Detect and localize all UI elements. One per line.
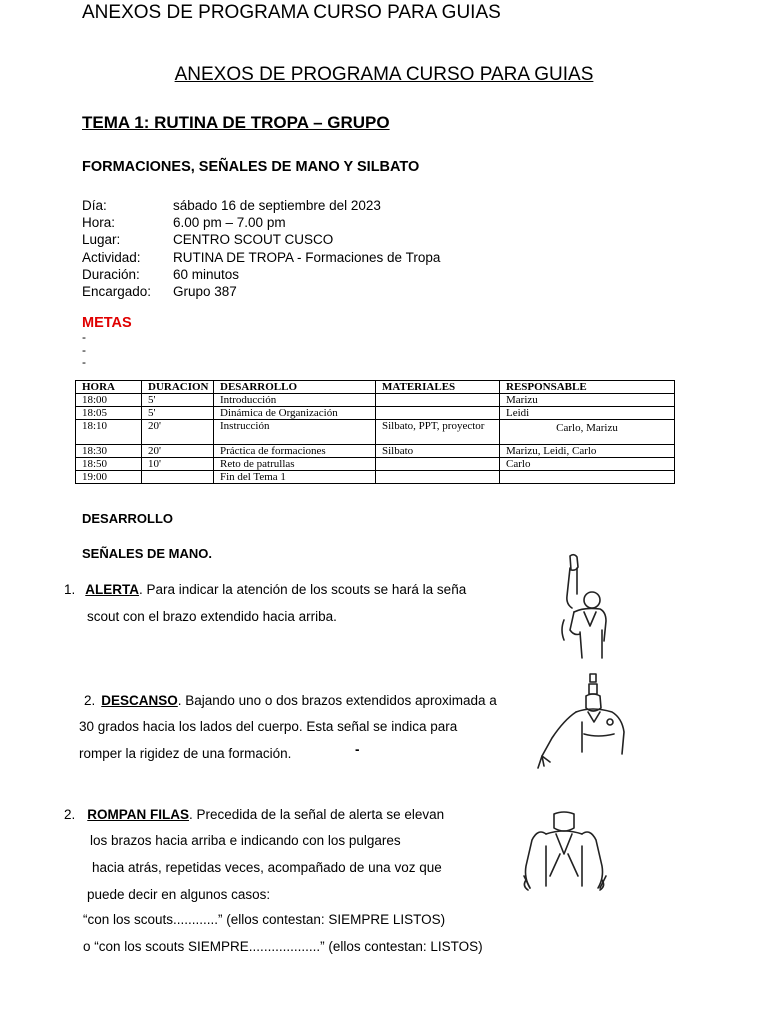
cell-duracion: 5' [142, 394, 214, 407]
table-header-row [76, 381, 675, 394]
desarrollo-heading: DESARROLLO [82, 511, 173, 526]
cell-duracion: 5' [142, 407, 214, 420]
rompan-filas-scout-icon [516, 810, 614, 900]
col-header-responsable: RESPONSABLE [500, 381, 675, 394]
table-row [76, 471, 675, 484]
table-row [76, 420, 675, 445]
metas-heading: METAS [82, 315, 132, 331]
cell-desarrollo: Reto de patrullas [214, 458, 376, 471]
descanso-scout-icon [532, 672, 640, 772]
col-header-materiales: MATERIALES [376, 381, 500, 394]
item-rompan-line5: “con los scouts............” (ellos contestan: SIEMPRE LISTOS) [83, 912, 446, 927]
cell-hora: 18:05 [76, 407, 142, 420]
item-name: DESCANSO [101, 693, 178, 708]
table-row [76, 394, 675, 407]
item-rompan-line4: puede decir en algunos casos: [87, 887, 271, 902]
info-row [82, 197, 440, 214]
metas-list [82, 331, 86, 369]
cell-responsable: Leidi [500, 407, 675, 420]
col-header-hora: HORA [76, 381, 142, 394]
table-row [76, 458, 675, 471]
info-value: RUTINA DE TROPA - Formaciones de Tropa [173, 249, 441, 265]
info-label: Encargado: [82, 284, 152, 300]
item-name: ROMPAN FILAS [87, 807, 190, 822]
cell-duracion [142, 471, 214, 484]
col-header-desarrollo: DESARROLLO [214, 381, 376, 394]
cell-materiales [376, 407, 500, 420]
info-block [82, 197, 440, 300]
cell-desarrollo: Práctica de formaciones [214, 445, 376, 458]
item-descanso-line2: 30 grados hacia los lados del cuerpo. Esta señal se indica para [79, 719, 458, 734]
info-label: Actividad: [82, 249, 141, 265]
item-rompan-line6: o “con los scouts SIEMPRE...................” (ellos contestan: LISTOS) [83, 939, 483, 954]
cell-materiales [376, 458, 500, 471]
cell-desarrollo: Dinámica de Organización [214, 407, 376, 420]
cell-duracion: 20' [142, 445, 214, 458]
metas-item: - [82, 342, 86, 357]
item-number: 2. [84, 693, 96, 708]
info-value: 60 minutos [173, 266, 240, 282]
tema-heading: TEMA 1: RUTINA DE TROPA – GRUPO [82, 113, 390, 132]
info-row [82, 283, 440, 300]
cell-hora: 18:50 [76, 458, 142, 471]
subtitle: FORMACIONES, SEÑALES DE MANO Y SILBATO [82, 159, 420, 175]
info-label: Lugar: [82, 232, 121, 248]
page-header: ANEXOS DE PROGRAMA CURSO PARA GUIAS [82, 2, 501, 23]
document-title: ANEXOS DE PROGRAMA CURSO PARA GUIAS [174, 64, 594, 85]
info-label: Duración: [82, 266, 140, 282]
cell-desarrollo: Instrucción [214, 420, 376, 445]
cell-desarrollo: Introducción [214, 394, 376, 407]
info-row [82, 214, 440, 231]
item-number: 2. [64, 807, 76, 822]
cell-responsable: Marizu, Leidi, Carlo [500, 445, 675, 458]
cell-duracion: 20' [142, 420, 214, 445]
item-rompan-line3: hacia atrás, repetidas veces, acompañado de una voz que [92, 860, 442, 875]
cell-responsable: Carlo [500, 458, 675, 471]
stray-dash: - [355, 742, 360, 757]
cell-hora: 18:10 [76, 420, 142, 445]
cell-desarrollo: Fin del Tema 1 [214, 471, 376, 484]
item-rompan-line2: los brazos hacia arriba e indicando con los pulgares [90, 833, 401, 848]
item-name: ALERTA [85, 582, 140, 597]
senales-heading: SEÑALES DE MANO. [82, 546, 213, 561]
metas-item: - [82, 330, 86, 344]
info-value: Grupo 387 [173, 284, 237, 300]
metas-item: - [82, 355, 86, 369]
cell-responsable: Carlo, Marizu [500, 420, 675, 445]
item-text: . Bajando uno o dos brazos extendidos aproximada a [177, 693, 497, 708]
info-row [82, 249, 440, 266]
cell-materiales: Silbato [376, 445, 500, 458]
cell-materiales [376, 471, 500, 484]
cell-hora: 18:00 [76, 394, 142, 407]
item-rompan-line1 [64, 807, 444, 822]
info-row [82, 266, 440, 283]
table-row [76, 407, 675, 420]
item-alerta-line2: scout con el brazo extendido hacia arriba. [87, 609, 337, 624]
item-descanso-line3: romper la rigidez de una formación. [79, 746, 292, 761]
cell-duracion: 10' [142, 458, 214, 471]
table-row [76, 445, 675, 458]
col-header-duracion: DURACION [142, 381, 214, 394]
info-label: Día: [82, 198, 107, 213]
cell-hora: 19:00 [76, 471, 142, 484]
info-row [82, 231, 440, 248]
cell-responsable: Marizu [500, 394, 675, 407]
cell-responsable [500, 471, 675, 484]
info-label: Hora: [82, 215, 116, 231]
item-text: . Precedida de la señal de alerta se elevan [189, 807, 445, 822]
item-text: . Para indicar la atención de los scouts se hará la seña [139, 582, 467, 597]
cell-hora: 18:30 [76, 445, 142, 458]
item-alerta-line1 [64, 582, 466, 597]
cell-materiales [376, 394, 500, 407]
info-value: CENTRO SCOUT CUSCO [173, 232, 334, 248]
item-descanso-line1 [84, 693, 497, 708]
alerta-scout-icon [552, 552, 614, 664]
item-number: 1. [64, 582, 76, 597]
info-value: 6.00 pm – 7.00 pm [173, 215, 286, 231]
info-value: sábado 16 de septiembre del 2023 [173, 198, 381, 213]
cell-materiales: Silbato, PPT, proyector [376, 420, 500, 445]
schedule-table [75, 380, 675, 484]
